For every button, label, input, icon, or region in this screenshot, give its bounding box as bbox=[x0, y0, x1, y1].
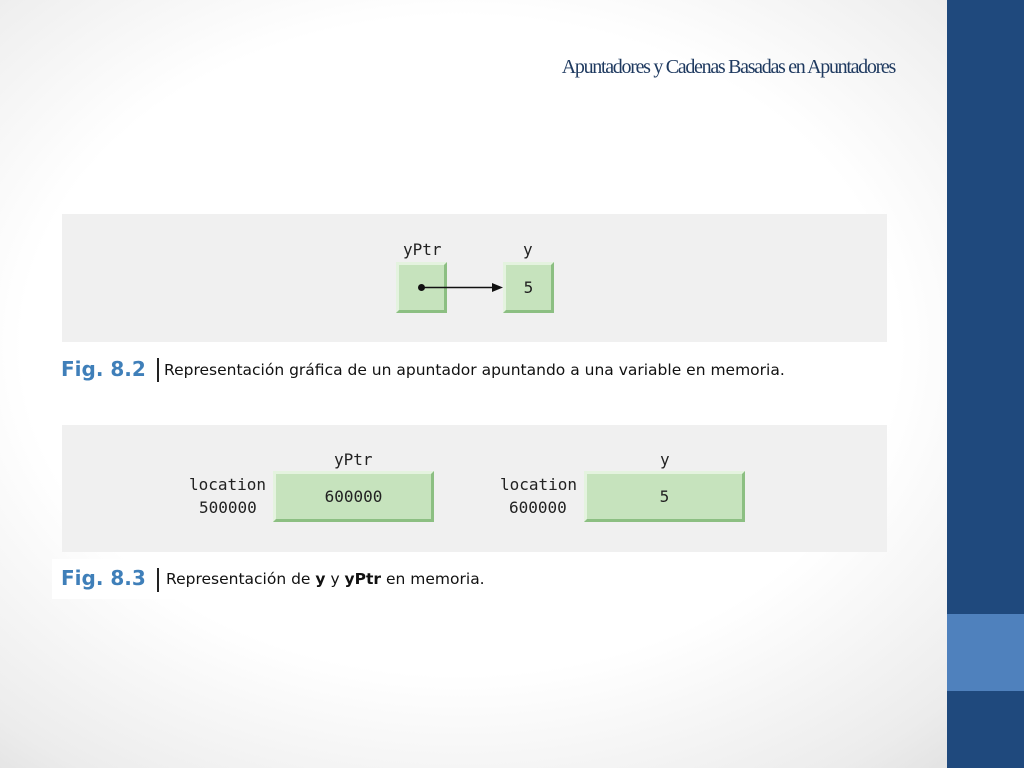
fig83-cell2-value: 5 bbox=[659, 487, 670, 506]
fig83-cell1-name: yPtr bbox=[334, 450, 373, 469]
fig83-caption-and: y bbox=[325, 570, 345, 588]
fig82-label: Fig. 8.2 bbox=[61, 357, 146, 381]
fig82-caption: Representación gráfica de un apuntador apuntando a una variable en memoria. bbox=[164, 361, 785, 379]
fig83-panel bbox=[62, 425, 887, 552]
fig82-pointer-name: yPtr bbox=[403, 240, 442, 259]
fig83-cell2-location-label: location bbox=[500, 475, 578, 494]
fig83-cell1-value: 600000 bbox=[324, 487, 383, 506]
fig83-cell1-location-label: location bbox=[189, 475, 267, 494]
fig82-pointer-arrow bbox=[410, 278, 510, 298]
fig82-variable-box bbox=[503, 262, 554, 313]
fig83-caption-yptr: yPtr bbox=[344, 570, 382, 588]
fig83-caption bbox=[166, 570, 485, 588]
fig83-label: Fig. 8.3 bbox=[61, 566, 146, 590]
fig83-cell1-box bbox=[273, 471, 434, 522]
fig82-variable-name: y bbox=[523, 240, 533, 259]
fig83-caption-prefix: Representación de bbox=[166, 570, 316, 588]
fig83-caption-y: y bbox=[315, 570, 326, 588]
fig83-cell2-address: 600000 bbox=[509, 498, 567, 517]
fig83-caption-suffix: en memoria. bbox=[381, 570, 485, 588]
sidebar-accent bbox=[947, 614, 1024, 691]
fig83-divider bbox=[157, 568, 159, 592]
arrow-head bbox=[492, 283, 503, 292]
fig83-cell1-address: 500000 bbox=[199, 498, 257, 517]
fig82-variable-value: 5 bbox=[523, 278, 534, 297]
fig82-divider bbox=[157, 358, 159, 382]
fig83-cell2-name: y bbox=[660, 450, 670, 469]
slide-title: Apuntadores y Cadenas Basadas en Apuntadores bbox=[561, 56, 895, 78]
fig83-cell2-box bbox=[584, 471, 745, 522]
